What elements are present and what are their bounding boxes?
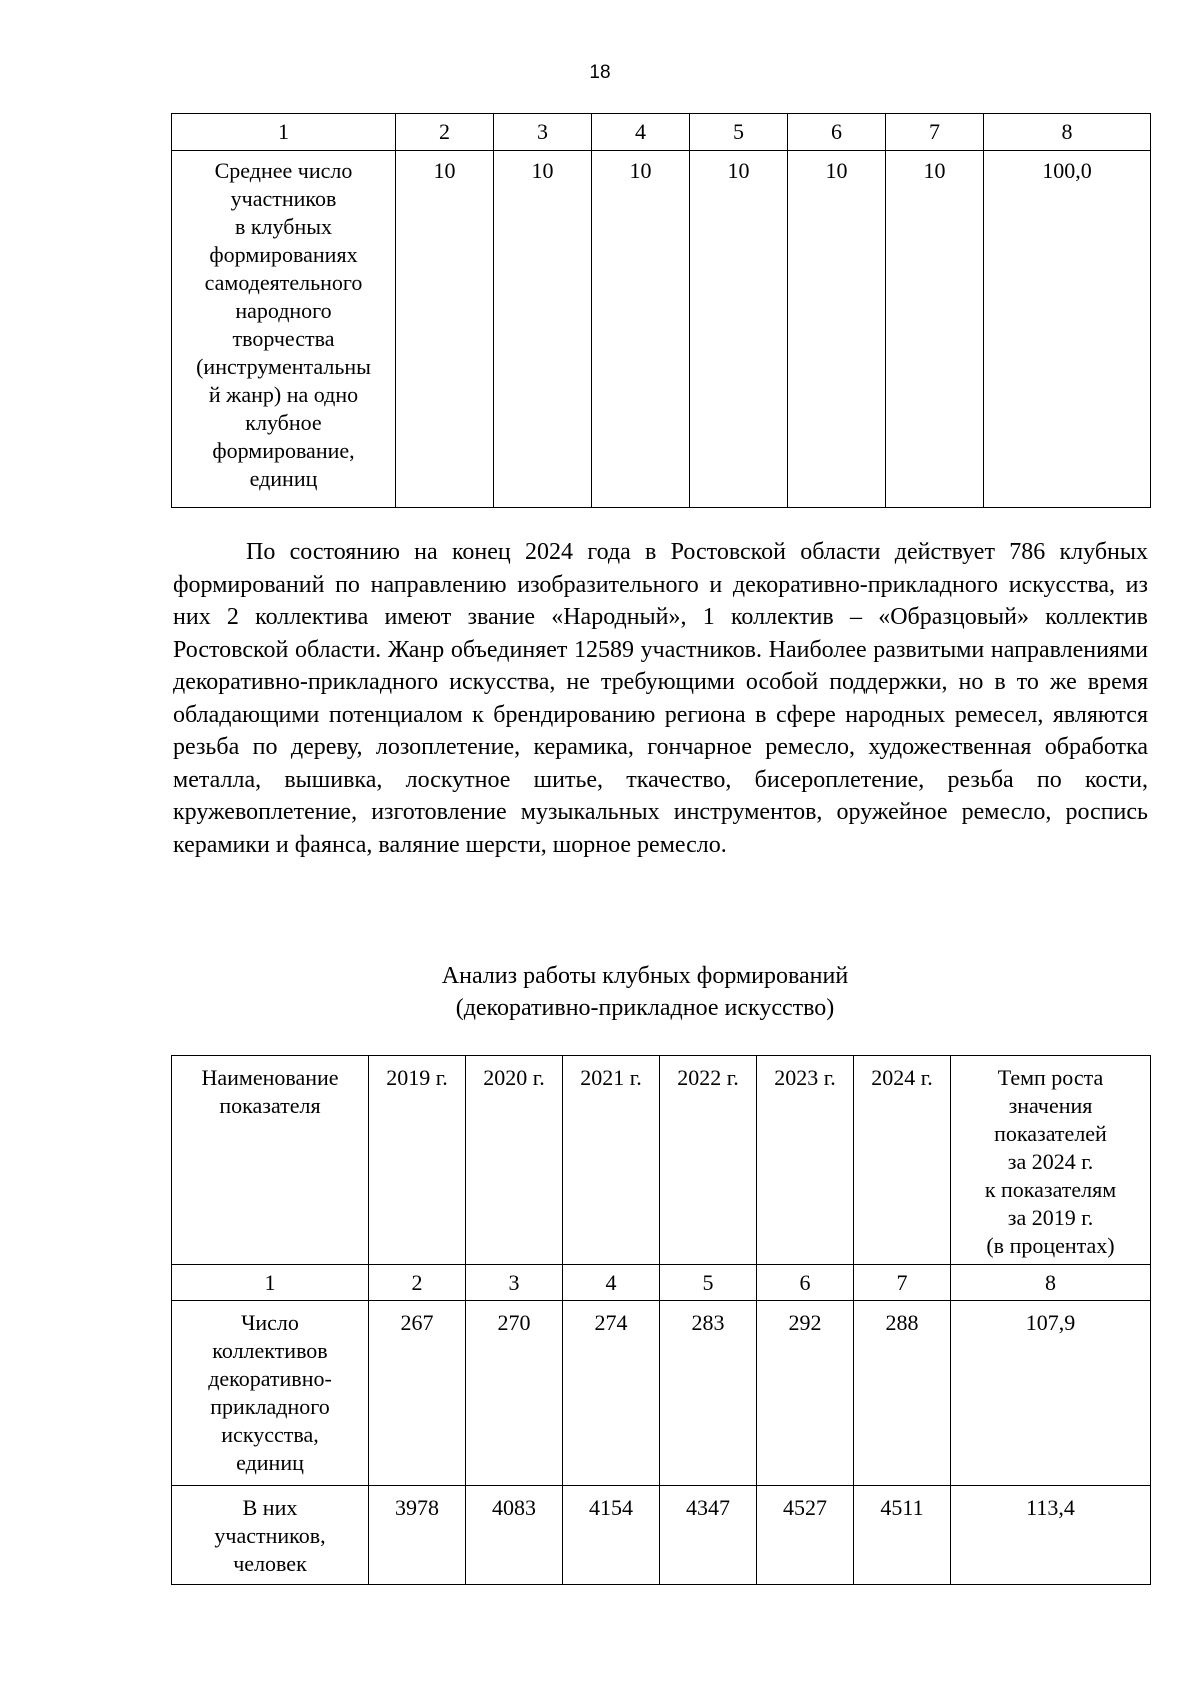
header-line: за 2024 г. (1007, 1149, 1094, 1174)
column-number: 5 (690, 114, 788, 151)
header-line: показателя (219, 1093, 321, 1118)
table-row (172, 1301, 1151, 1486)
label-line: формирование, (212, 438, 355, 463)
column-number: 6 (757, 1265, 854, 1301)
table-caption (0, 960, 1200, 1024)
label-line: Среднее число (214, 158, 353, 183)
header-line: Темп роста (997, 1065, 1104, 1090)
label-line: декоративно- (208, 1366, 332, 1391)
cell-value: 4347 (660, 1486, 757, 1585)
label-line: народного (235, 298, 332, 323)
year-header: 2021 г. (563, 1056, 660, 1265)
label-line: Число (241, 1310, 299, 1335)
label-line: формированиях (209, 242, 358, 267)
cell-value: 10 (592, 151, 690, 508)
label-line: единиц (249, 466, 318, 491)
table-row (172, 151, 1151, 508)
cell-value: 267 (369, 1301, 466, 1486)
cell-value: 100,0 (984, 151, 1151, 508)
column-number: 5 (660, 1265, 757, 1301)
year-header: 2022 г. (660, 1056, 757, 1265)
label-line: самодеятельного (204, 270, 363, 295)
table2-column-numbers (172, 1265, 1151, 1301)
label-line: В них (242, 1495, 298, 1520)
cell-value: 283 (660, 1301, 757, 1486)
table2-header-row (172, 1056, 1151, 1265)
cell-value: 107,9 (951, 1301, 1151, 1486)
indicator-name-header (172, 1056, 369, 1265)
row-label (172, 151, 396, 508)
cell-value: 4527 (757, 1486, 854, 1585)
table-row (172, 1486, 1151, 1585)
cell-value: 274 (563, 1301, 660, 1486)
cell-value: 288 (854, 1301, 951, 1486)
column-number: 8 (984, 114, 1151, 151)
label-line: в клубных (234, 214, 332, 239)
cell-value: 4511 (854, 1486, 951, 1585)
cell-value: 292 (757, 1301, 854, 1486)
column-number: 8 (951, 1265, 1151, 1301)
growth-rate-header (951, 1056, 1151, 1265)
label-line: единиц (236, 1450, 304, 1475)
body-paragraph: По состоянию на конец 2024 года в Ростовской области действует 786 клубных формирований по направлению изобразительного и декоративно-прикладного искусства, из них 2 коллектива имеют звание «Народный», 1 коллектив – «Образцовый» коллектив Ростовской области. Жанр объединяет 12589 участников. Наиболее развитыми направлениями декоративно-прикладного искусства, не требующими особой поддержки, но в то же время обладающими потенциалом к брендированию региона в сфере народных ремесел, являются резьба по дереву, лозоплетение, керамика, гончарное ремесло, художественная обработка металла, вышивка, лоскутное шитье, ткачество, бисероплетение, резьба по кости, кружевоплетение, изготовление музыкальных инструментов, оружейное ремесло, роспись керамики и фаянса, валяние шерсти, шорное ремесло. (173, 539, 1148, 858)
column-number: 6 (788, 114, 886, 151)
column-number: 7 (886, 114, 984, 151)
label-line: творчества (232, 326, 335, 351)
label-line: прикладного (210, 1394, 330, 1419)
caption-line: Анализ работы клубных формирований (441, 963, 849, 989)
year-header: 2019 г. (369, 1056, 466, 1265)
page-number: 18 (589, 62, 611, 83)
column-number: 4 (592, 114, 690, 151)
cell-value: 10 (396, 151, 494, 508)
cell-value: 4154 (563, 1486, 660, 1585)
label-line: участников, (214, 1523, 326, 1548)
header-line: показателей (994, 1121, 1107, 1146)
cell-value: 10 (494, 151, 592, 508)
header-line: Наименование (201, 1065, 339, 1090)
header-line: за 2019 г. (1007, 1205, 1094, 1230)
label-line: й жанр) на одно (208, 382, 359, 407)
year-header: 2020 г. (466, 1056, 563, 1265)
column-number: 1 (172, 114, 396, 151)
label-line: клубное (245, 410, 322, 435)
cell-value: 10 (886, 151, 984, 508)
instrumental-genre-table (171, 113, 1151, 508)
column-number: 4 (563, 1265, 660, 1301)
year-header: 2023 г. (757, 1056, 854, 1265)
column-number: 2 (369, 1265, 466, 1301)
label-line: человек (233, 1551, 307, 1576)
cell-value: 10 (690, 151, 788, 508)
header-line: значения (1008, 1093, 1093, 1118)
cell-value: 4083 (466, 1486, 563, 1585)
cell-value: 3978 (369, 1486, 466, 1585)
label-line: участников (230, 186, 337, 211)
column-number: 3 (494, 114, 592, 151)
year-header: 2024 г. (854, 1056, 951, 1265)
label-line: искусства, (221, 1422, 319, 1447)
row-label (172, 1301, 369, 1486)
column-number: 2 (396, 114, 494, 151)
caption-line: (декоративно-прикладное искусство) (455, 995, 835, 1021)
cell-value: 270 (466, 1301, 563, 1486)
label-line: (инструментальны (196, 354, 371, 379)
decorative-arts-table (171, 1055, 1151, 1585)
column-number: 1 (172, 1265, 369, 1301)
row-label (172, 1486, 369, 1585)
column-number: 7 (854, 1265, 951, 1301)
cell-value: 113,4 (951, 1486, 1151, 1585)
column-number: 3 (466, 1265, 563, 1301)
cell-value: 10 (788, 151, 886, 508)
label-line: коллективов (212, 1338, 328, 1363)
table1-column-numbers (172, 114, 1151, 151)
header-line: к показателям (984, 1177, 1117, 1202)
header-line: (в процентах) (986, 1233, 1115, 1258)
